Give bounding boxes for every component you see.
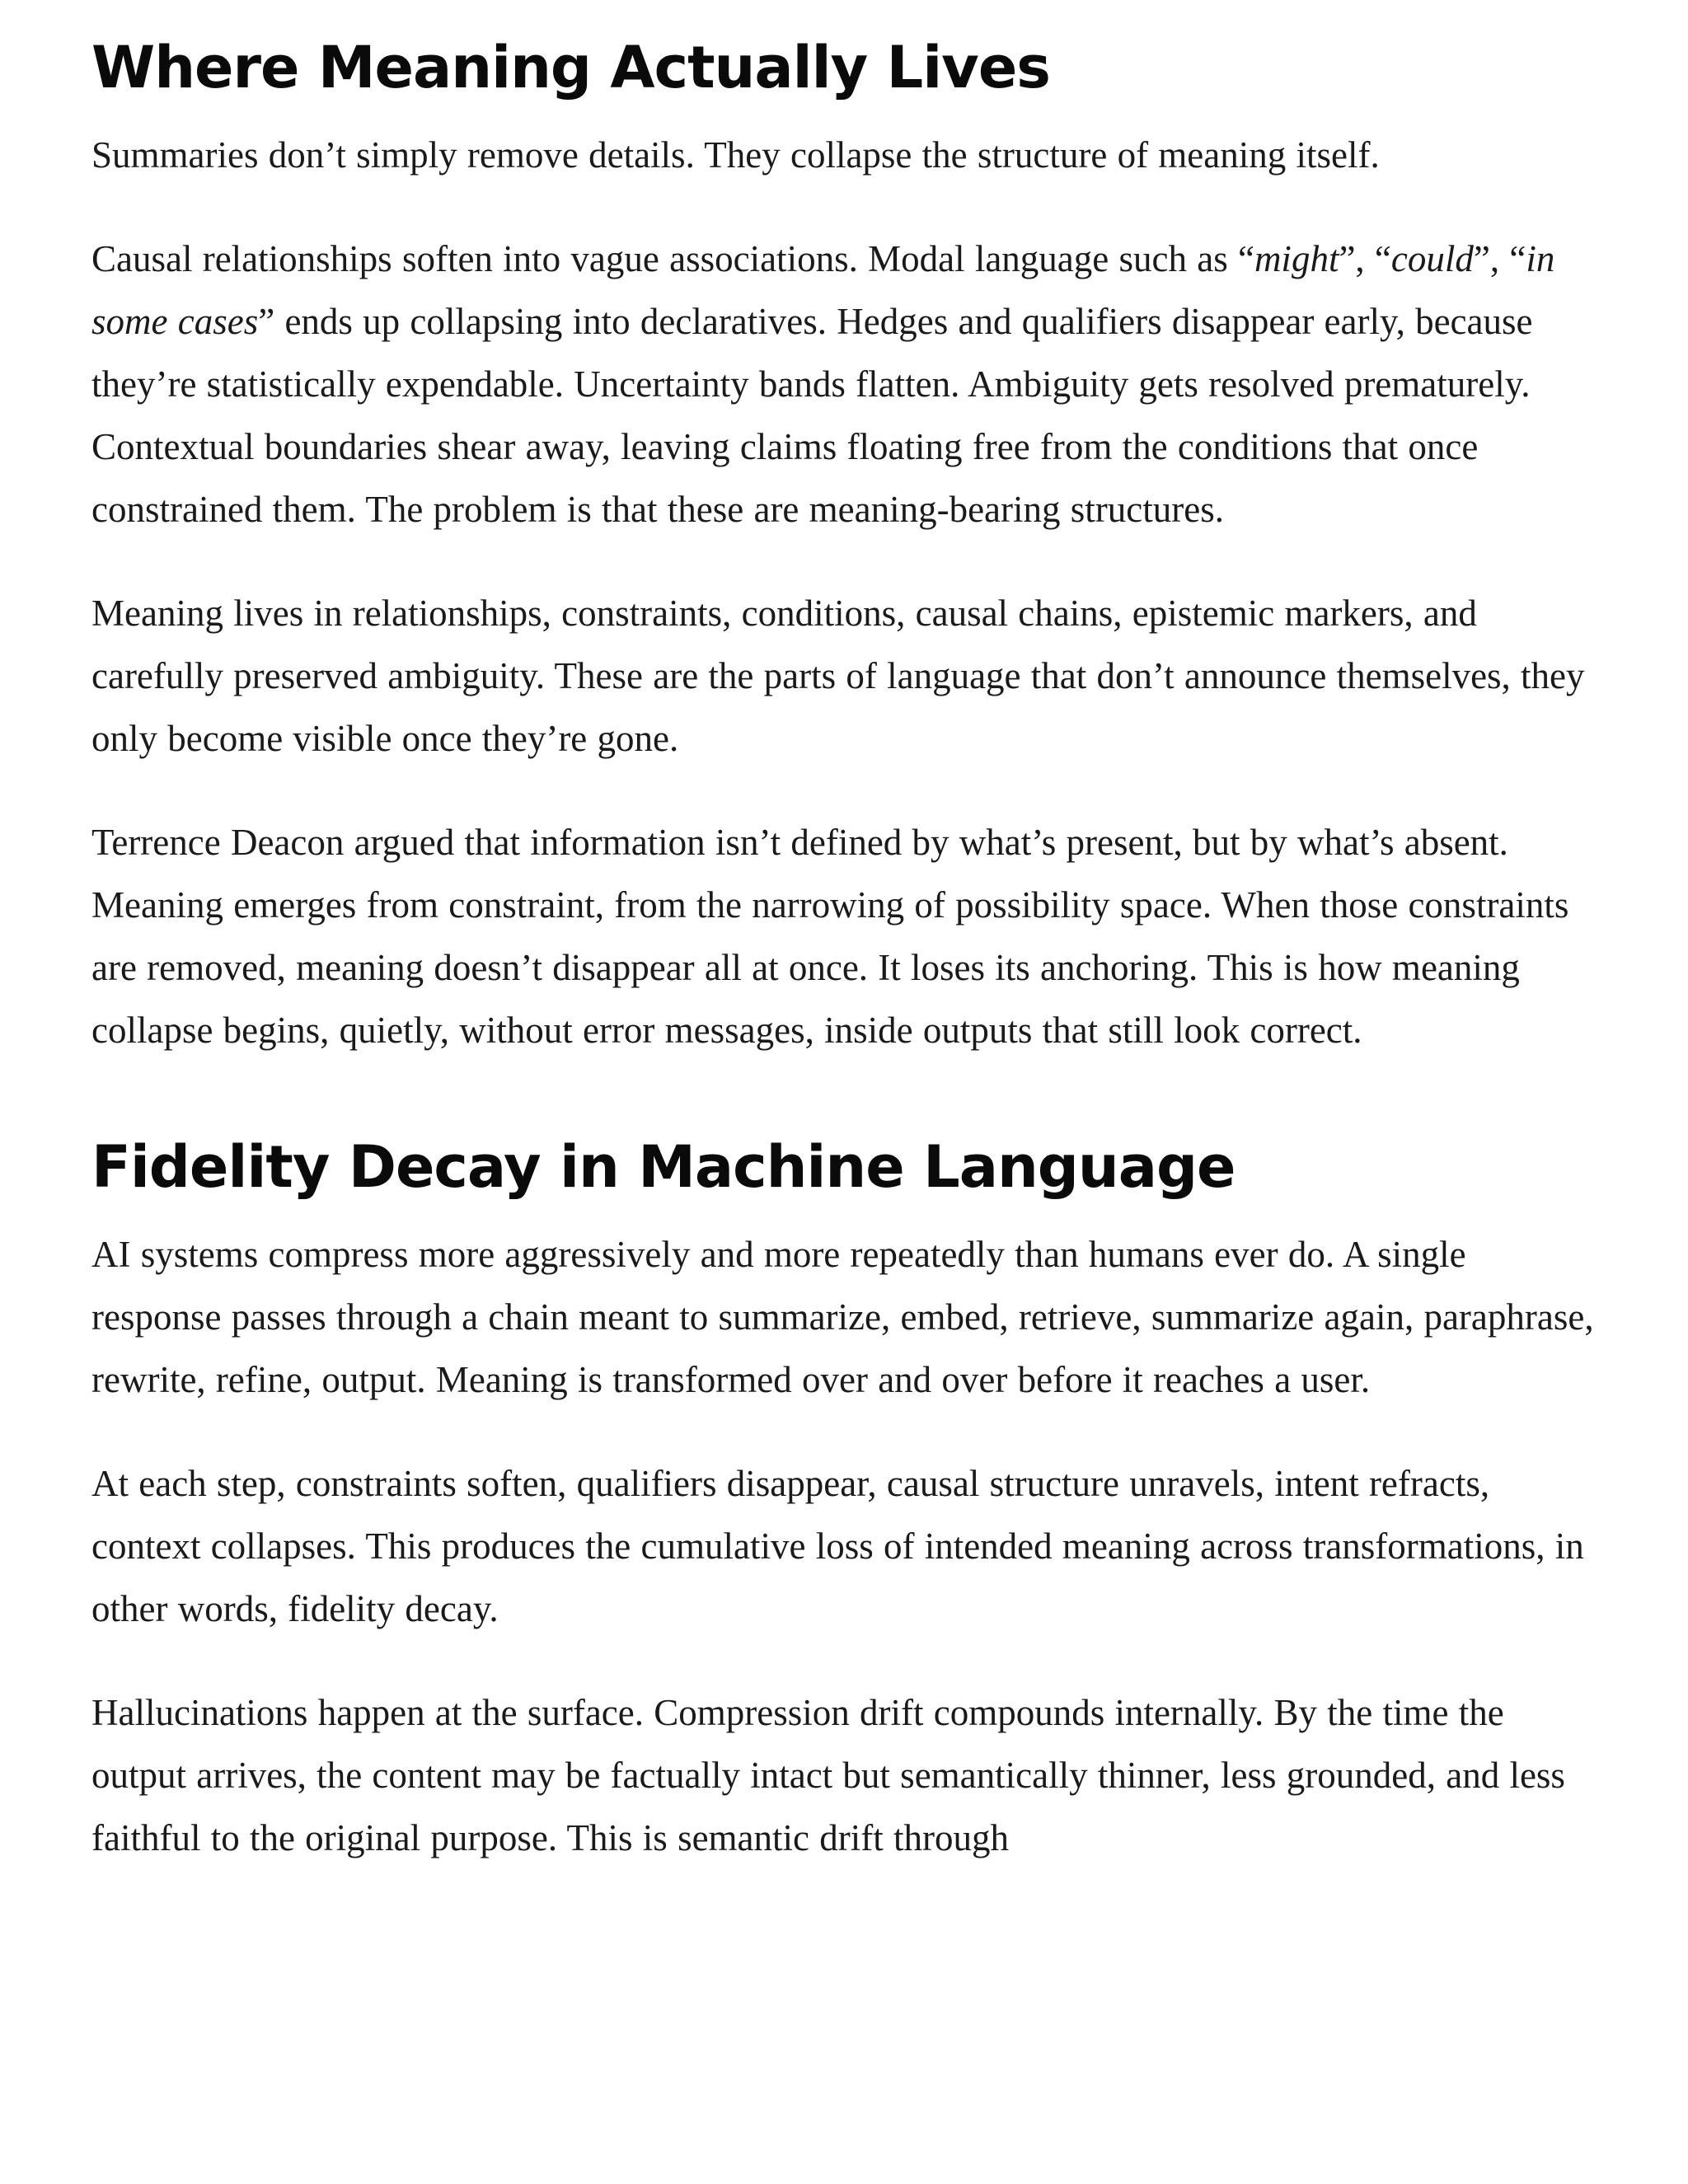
paragraph-text: ”, “: [1473, 238, 1526, 279]
paragraph-ai-systems: AI systems compress more aggressively and more repeatedly than humans ever do. A single response passes through a chain meant to summarize, embed, retrieve, summarize again, paraphrase, rewrite, refine, output. Meaning is transformed over and over before it reaches a user.: [91, 1234, 1594, 1400]
paragraph-terrence-deacon: Terrence Deacon argued that information isn’t defined by what’s present, but by what’s absent. Meaning emerges from constraint, from the narrowing of possibility space. When those constraints are removed, meaning doesn’t disappear all at once. It loses its anchoring. This is how meaning collapse begins, quietly, without error messages, inside outputs that still look correct.: [91, 822, 1569, 1051]
section-heading-fidelity-decay: Fidelity Decay in Machine Language: [91, 1133, 1236, 1201]
paragraph-summaries: Summaries don’t simply remove details. They collapse the structure of meaning itself.: [91, 134, 1380, 176]
paragraph-causal-relationships: [91, 227, 1600, 541]
italic-in-some-cases: in some cases: [91, 238, 1555, 342]
paragraph-text: ” ends up collapsing into declaratives. Hedges and qualifiers disappear early, because they’re statistically expendable. Uncertainty bands flatten. Ambiguity gets resolved prematurely. Contextual boundaries shear away, leaving claims floating free from the conditions that once constrained them. The problem is that these are meaning-bearing structures.: [91, 301, 1533, 530]
paragraph-text: Causal relationships soften into vague associations. Modal language such as “: [91, 238, 1254, 279]
paragraph-meaning-lives: Meaning lives in relationships, constraints, conditions, causal chains, epistemic markers, and carefully preserved ambiguity. These are the parts of language that don’t announce themselves, they only become visible once they’re gone.: [91, 593, 1585, 759]
italic-could: could: [1390, 238, 1474, 279]
italic-might: might: [1254, 238, 1339, 279]
section-heading-meaning: Where Meaning Actually Lives: [91, 34, 1050, 101]
article-body: [91, 28, 1600, 1869]
paragraph-text: ”, “: [1339, 238, 1391, 279]
paragraph-each-step: At each step, constraints soften, qualifiers disappear, causal structure unravels, intent refracts, context collapses. This produces the cumulative loss of intended meaning across transformations, in other words, fidelity decay.: [91, 1463, 1584, 1629]
paragraph-hallucinations: Hallucinations happen at the surface. Compression drift compounds internally. By the time the output arrives, the content may be factually intact but semantically thinner, less grounded, and less faithful to the original purpose. This is semantic drift through: [91, 1692, 1565, 1858]
